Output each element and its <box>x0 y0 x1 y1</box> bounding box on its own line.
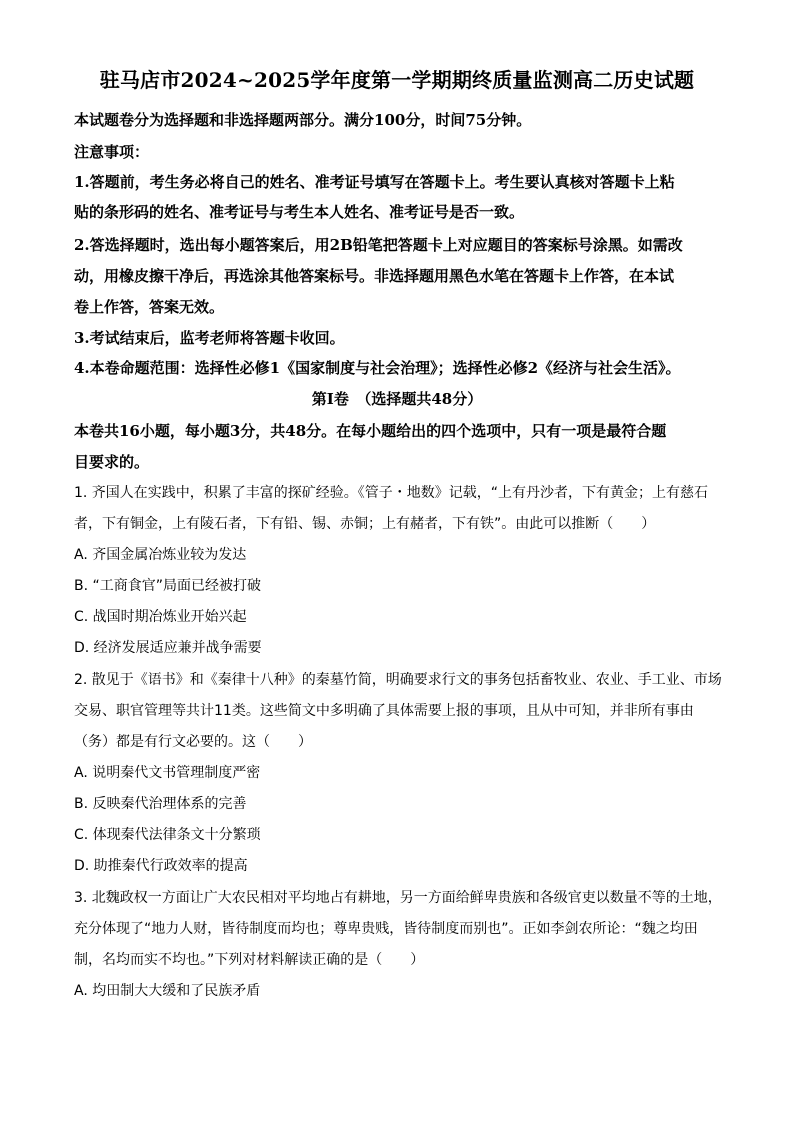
answer-option: A. 说明秦代文书管理制度严密 <box>74 765 261 781</box>
section-heading: 第Ⅰ卷 （选择题共48分） <box>311 390 483 408</box>
question-stem: 交易、职官管理等共计11类。这些简文中多明确了具体需要上报的事项，且从中可知，并非所有事由 <box>74 703 694 719</box>
question-stem: 充分体现了“地力人财，皆待制度而均也；尊卑贵贱，皆待制度而别也”。正如李剑农所论：“魏之均田 <box>74 921 698 937</box>
notice-line: 3.考试结束后，监考老师将答题卡收回。 <box>74 329 345 347</box>
question-stem: （务）都是有行文必要的。这（ ） <box>74 734 312 750</box>
question-stem: 2. 散见于《语书》和《秦律十八种》的秦墓竹简，明确要求行文的事务包括畜牧业、农业、手工业、市场 <box>74 672 722 688</box>
answer-option: C. 战国时期冶炼业开始兴起 <box>74 609 247 625</box>
question-stem: 1. 齐国人在实践中，积累了丰富的探矿经验。《管子・地数》记载，“上有丹沙者，下有黄金；上有慈石 <box>74 485 709 501</box>
question-stem: 3. 北魏政权一方面让广大农民相对平均地占有耕地，另一方面给鲜卑贵族和各级官吏以数量不等的土地， <box>74 890 722 906</box>
answer-option: A. 齐国金属冶炼业较为发达 <box>74 547 247 563</box>
answer-option: B. “工商食官”局面已经被打破 <box>74 578 262 594</box>
exam-summary: 本试题卷分为选择题和非选择题两部分。满分100分，时间75分钟。 <box>74 111 532 129</box>
answer-option: D. 助推秦代行政效率的提高 <box>74 858 248 874</box>
notice-line: 1.答题前，考生务必将自己的姓名、准考证号填写在答题卡上。考生要认真核对答题卡上粘 <box>74 173 675 191</box>
question-stem: 者，下有铜金，上有陵石者，下有铅、锡、赤铜；上有赭者，下有铁”。由此可以推断（ ） <box>74 516 656 532</box>
notice-heading: 注意事项： <box>74 143 150 161</box>
answer-option: B. 反映秦代治理体系的完善 <box>74 796 247 812</box>
question-stem: 制，名均而实不均也。”下列对材料解读正确的是（ ） <box>74 952 425 968</box>
notice-line: 卷上作答，答案无效。 <box>74 298 225 316</box>
answer-option: D. 经济发展适应兼并战争需要 <box>74 640 262 656</box>
notice-line: 贴的条形码的姓名、准考证号与考生本人姓名、准考证号是否一致。 <box>74 203 525 221</box>
answer-option: A. 均田制大大缓和了民族矛盾 <box>74 983 261 999</box>
section-instructions: 本卷共16小题，每小题3分，共48分。在每小题给出的四个选项中，只有一项是最符合题 <box>74 422 667 440</box>
page-title: 驻马店市2024~2025学年度第一学期期终质量监测高二历史试题 <box>99 68 695 92</box>
notice-line: 2.答选择题时，选出每小题答案后，用2B铅笔把答题卡上对应题目的答案标号涂黑。如需改 <box>74 236 683 254</box>
notice-line: 4.本卷命题范围：选择性必修1《国家制度与社会治理》；选择性必修2《经济与社会生活》。 <box>74 359 681 377</box>
notice-line: 动，用橡皮擦干净后，再选涂其他答案标号。非选择题用黑色水笔在答题卡上作答，在本试 <box>74 267 675 285</box>
section-instructions: 目要求的。 <box>74 453 150 471</box>
answer-option: C. 体现秦代法律条文十分繁琐 <box>74 827 261 843</box>
